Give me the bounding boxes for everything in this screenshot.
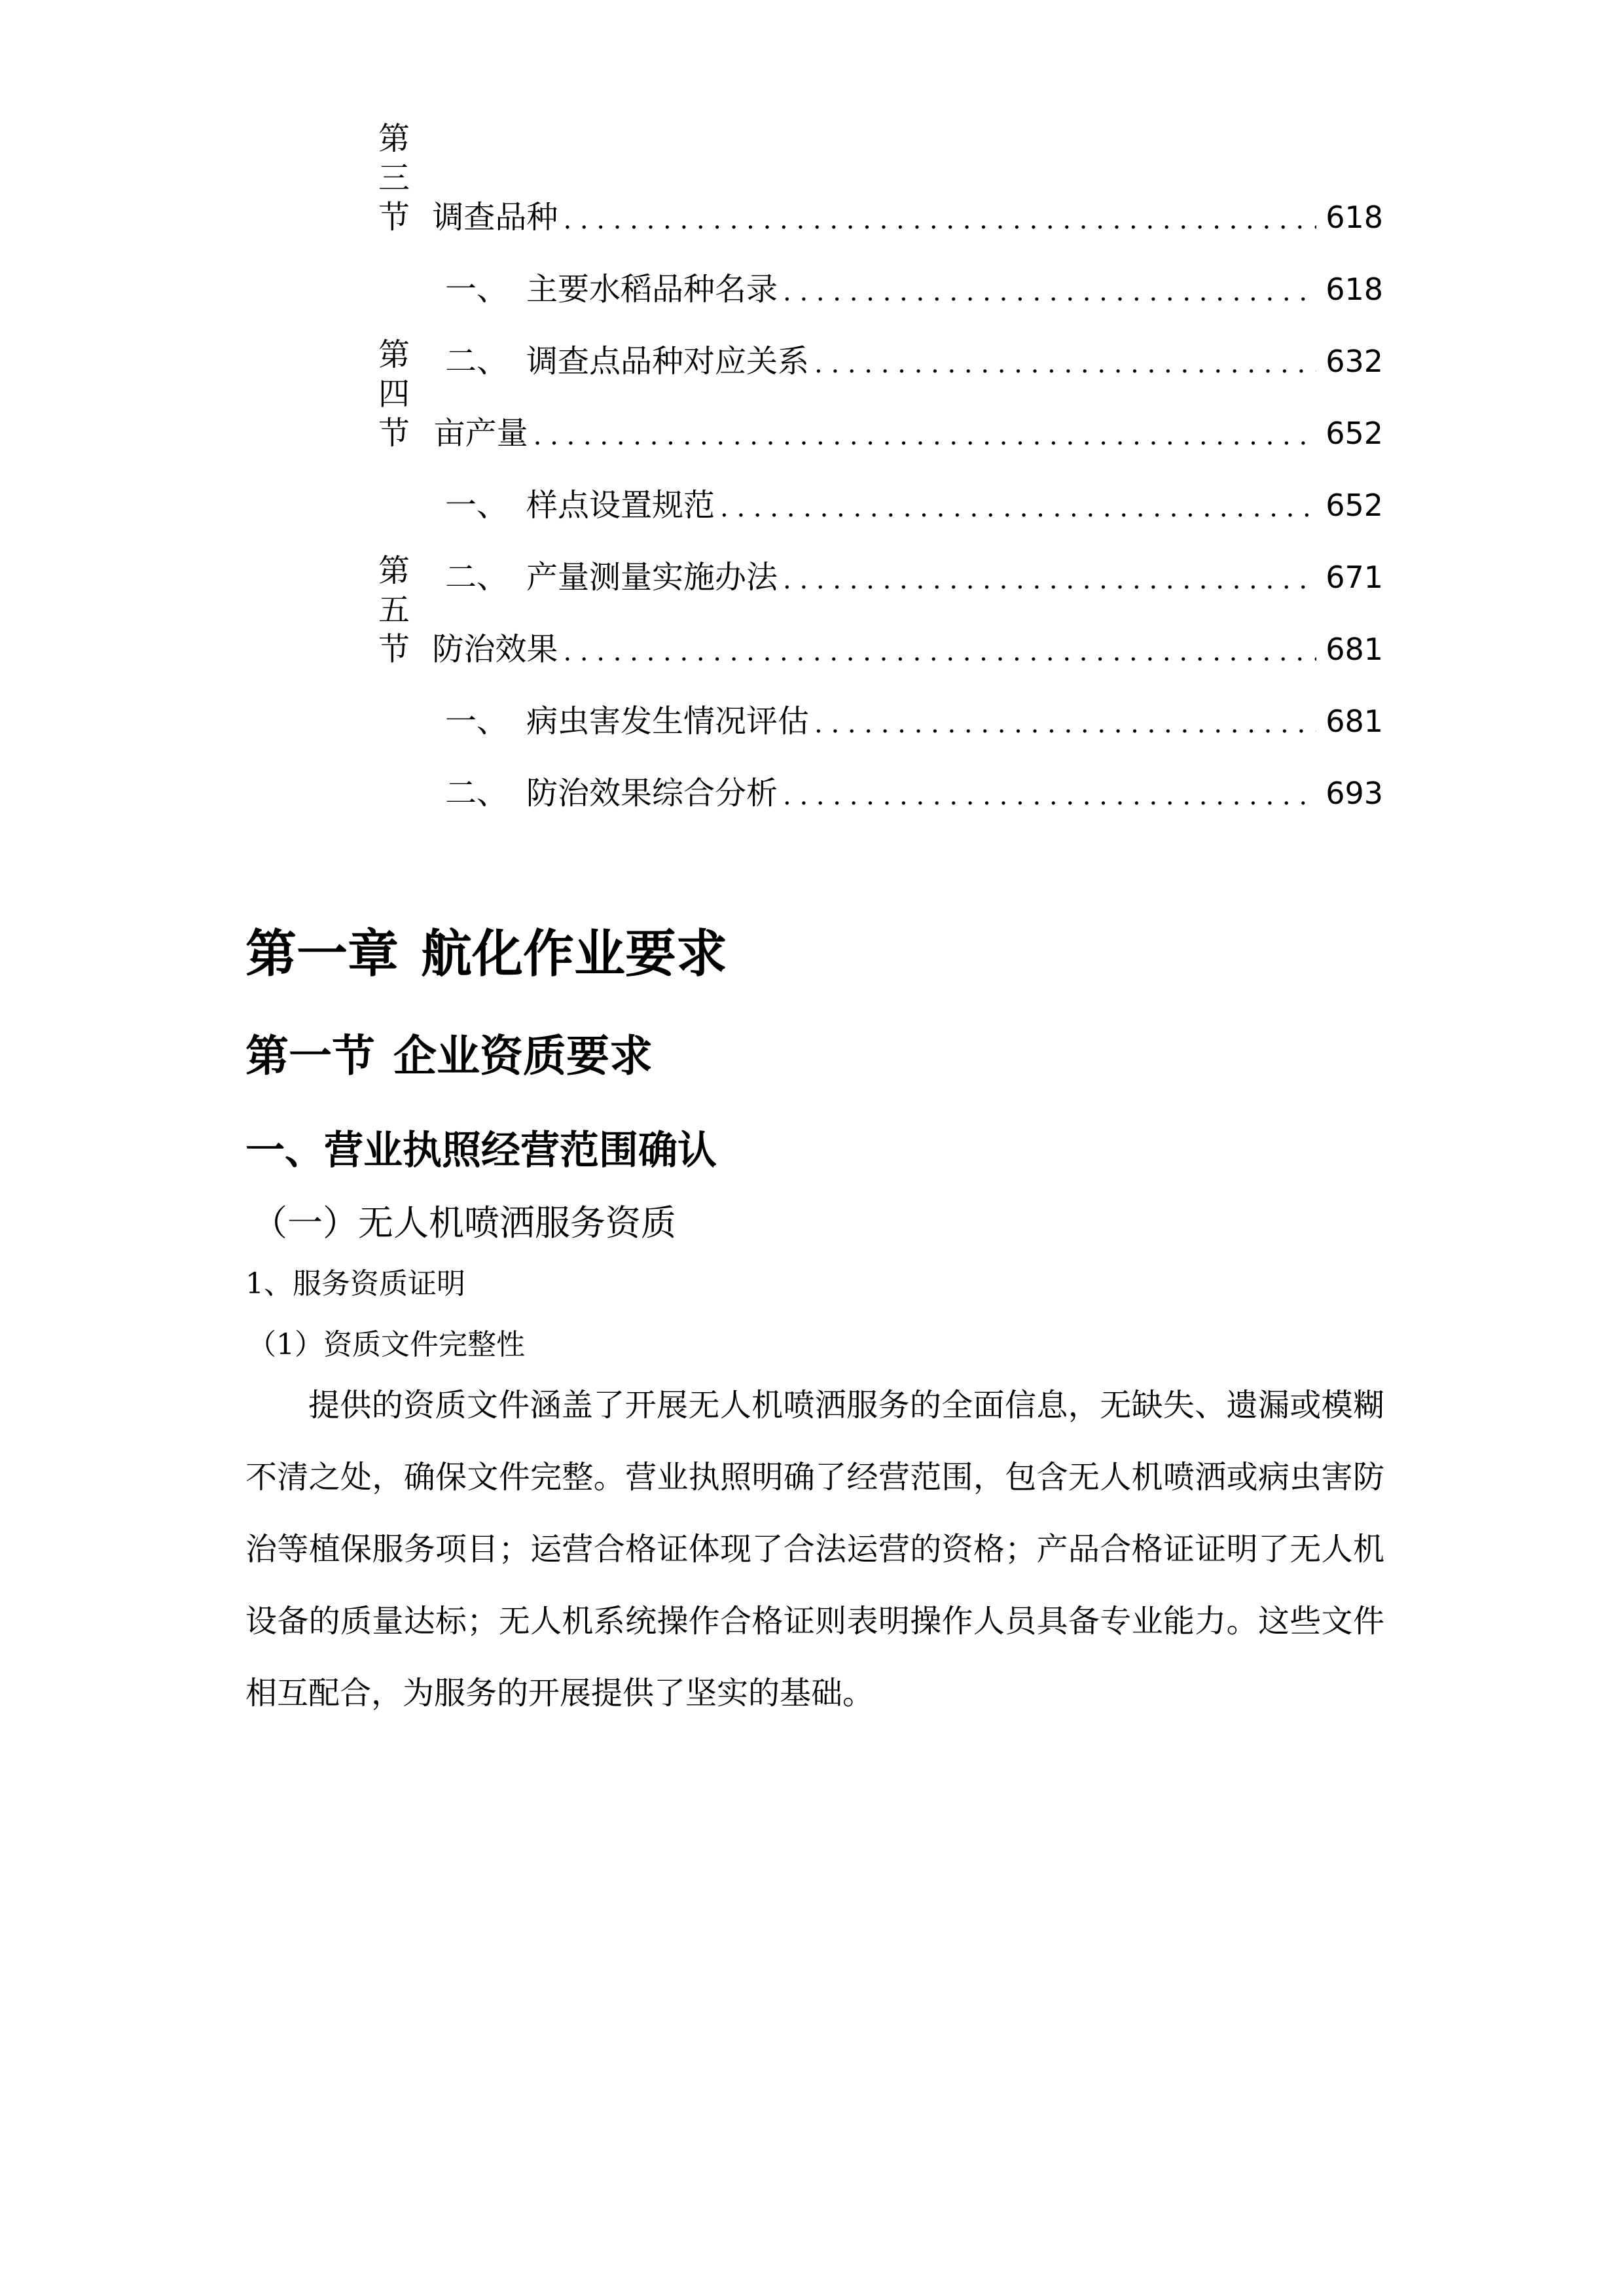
- toc-entry-page: 693: [1326, 776, 1383, 811]
- toc-entry-title: 防治效果综合分析: [526, 775, 778, 812]
- toc-dot-leader: [814, 347, 1316, 381]
- toc-entry[interactable]: [445, 766, 1383, 813]
- subsubsection-heading: （一）无人机喷洒服务资质: [252, 1202, 676, 1244]
- toc-entry-number: 第三节: [378, 120, 410, 236]
- toc-entry-page: 632: [1326, 344, 1383, 379]
- chapter-title: 航化作业要求: [421, 925, 728, 984]
- section-heading: [245, 1021, 653, 1083]
- toc-entry-number: 二、: [445, 559, 509, 596]
- toc-entry-number: 第五节: [378, 552, 410, 668]
- toc-entry-title: 主要水稻品种名录: [526, 271, 778, 308]
- toc-dot-leader: [563, 203, 1316, 237]
- toc-dot-leader: [563, 635, 1316, 669]
- toc-entry[interactable]: [445, 550, 1383, 597]
- toc-entry-page: 652: [1326, 488, 1383, 523]
- subitem-heading: （1）资质文件完整性: [247, 1328, 525, 1361]
- item-heading: 1、服务资质证明: [245, 1267, 465, 1300]
- chapter-number: 第一章: [245, 925, 399, 984]
- toc-entry-page: 681: [1326, 632, 1383, 667]
- toc-entry-title: 亩产量: [433, 415, 528, 452]
- toc-entry-title: 调查点品种对应关系: [526, 343, 810, 380]
- toc-entry[interactable]: [378, 120, 1383, 237]
- toc-entry[interactable]: [445, 694, 1383, 741]
- toc-entry[interactable]: [445, 262, 1383, 309]
- toc-entry-page: 681: [1326, 704, 1383, 739]
- toc-entry-title: 病虫害发生情况评估: [526, 703, 810, 740]
- toc-entry-number: 一、: [445, 703, 509, 740]
- subsection-heading: 一、营业执照经营范围确认: [245, 1128, 717, 1174]
- toc-entry-title: 产量测量实施办法: [526, 559, 778, 596]
- toc-entry-page: 618: [1326, 200, 1383, 235]
- toc-dot-leader: [783, 779, 1316, 813]
- toc-entry-title: 防治效果: [432, 631, 558, 668]
- toc-entry-page: 618: [1326, 272, 1383, 307]
- toc-dot-leader: [783, 563, 1316, 597]
- toc-dot-leader: [720, 491, 1316, 525]
- toc-dot-leader: [533, 419, 1317, 453]
- toc-dot-leader: [783, 275, 1316, 309]
- toc-entry[interactable]: [445, 478, 1383, 525]
- toc-entry-page: 652: [1326, 416, 1383, 451]
- toc-entry-number: 第四节: [378, 336, 410, 452]
- toc-entry-number: 一、: [445, 271, 509, 308]
- toc-entry-number: 二、: [445, 343, 509, 380]
- toc-entry[interactable]: [445, 334, 1383, 381]
- section-number: 第一节: [245, 1031, 375, 1081]
- toc-dot-leader: [814, 707, 1316, 741]
- toc-entry-number: 一、: [445, 487, 509, 524]
- toc-entry-title: 调查品种: [432, 199, 558, 236]
- body-paragraph: 提供的资质文件涵盖了开展无人机喷洒服务的全面信息，无缺失、遗漏或模糊不清之处，确保文件完整。营业执照明确了经营范围，包含无人机喷洒或病虫害防治等植保服务项目；运营合格证体现了合法运营的资格；产品合格证证明了无人机设备的质量达标；无人机系统操作合格证则表明操作人员具备专业能力。这些文件相互配合，为服务的开展提供了坚实的基础。: [245, 1387, 1384, 1712]
- toc-entry-number: 二、: [445, 775, 509, 812]
- toc-entry-page: 671: [1326, 560, 1383, 595]
- section-title: 企业资质要求: [393, 1031, 653, 1081]
- toc-entry-title: 样点设置规范: [526, 487, 715, 524]
- chapter-heading: [245, 913, 727, 986]
